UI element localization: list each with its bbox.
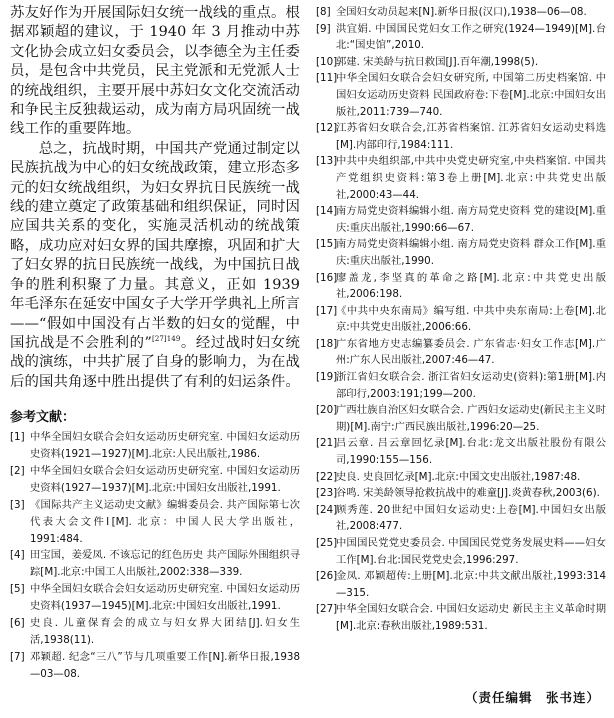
reference-number: [23] [316, 487, 338, 500]
reference-text: 廖盖龙,李坚真的革命之路[M].北京:中共党史出版社,2006:198. [336, 271, 606, 301]
reference-number: [10] [316, 55, 338, 68]
reference-item [316, 435, 606, 468]
reference-text: 浙江省妇女联合会. 浙江省妇女运动史(资料):第1册[M].内部印行,2003:191;199—200. [336, 371, 606, 400]
reference-number: [2] [10, 464, 25, 477]
reference-text: 广东省地方史志编纂委员会. 广东省志·妇女工作志[M].广州:广东人民出版社,2007:46—47. [336, 337, 606, 367]
reference-item [316, 236, 606, 269]
reference-text: 邓颖超. 纪念“三八”节与几项重要工作[N].新华日报,1938—03—08. [30, 650, 300, 680]
reference-text: 《中共中央东南局》编写组. 中共中央东南局:上卷[M].北京:中共党史出版社,2006:66. [336, 304, 606, 334]
reference-item [316, 502, 606, 535]
reference-item [316, 120, 606, 153]
reference-item [316, 70, 606, 120]
reference-number: [12] [316, 122, 338, 135]
reference-item [10, 649, 300, 683]
reference-item [316, 270, 606, 303]
reference-item [316, 153, 606, 203]
reference-text: 广西壮族自治区妇女联合会. 广西妇女运动史(新民主主义时期)[M].南宁:广西民族出版社,1996:20—25. [336, 404, 606, 433]
reference-number: [16] [316, 271, 338, 284]
reference-item [316, 469, 606, 486]
article-body [10, 4, 300, 392]
reference-number: [9] [316, 22, 331, 35]
reference-item [316, 568, 606, 601]
reference-item [316, 203, 606, 236]
reference-text: 中华全国妇女联合会. 中国妇女运动史 新民主主义革命时期[M].北京:春秋出版社,1989:531. [336, 603, 606, 632]
reference-text: 郭建. 宋美龄与抗日救国[J].百年潮,1998(5). [336, 55, 539, 68]
reference-number: [15] [316, 238, 338, 251]
body-paragraph-2 [10, 140, 300, 392]
references-heading: 参考文献： [10, 410, 76, 426]
reference-number: [14] [316, 205, 338, 218]
reference-item [316, 535, 606, 568]
reference-item [316, 4, 606, 21]
reference-text: 顾秀莲. 20世纪中国妇女运动史:上卷[M].中国妇女出版社,2008:477. [336, 503, 606, 533]
reference-text: 中共中央组织部,中共中央党史研究室,中央档案馆. 中国共产党组织史资料:第3卷上册[M].北京:中共党史出版社,2000:43—44. [336, 155, 606, 201]
reference-number: [21] [316, 437, 338, 450]
reference-item [10, 463, 300, 497]
reference-item [10, 615, 300, 649]
reference-number: [27] [316, 603, 338, 616]
reference-text: 田宝国，姜爱凤. 不该忘记的红色历史 共产国际外围组织寻踪[M].北京:中国工人出版社,2002:338—339. [30, 549, 300, 579]
reference-number: [8] [316, 6, 331, 18]
reference-number: [4] [10, 549, 25, 562]
reference-item [316, 402, 606, 435]
reference-number: [3] [10, 498, 25, 511]
reference-number: [25] [316, 537, 338, 549]
left-column [10, 4, 300, 683]
reference-text: 全国妇女动员起来[N].新华日报(汉口),1938—06—08. [336, 6, 587, 18]
reference-text: 《国际共产主义运动史文献》编辑委员会. 共产国际第七次代表大会文件Ⅰ[M]. 北京：中国人民大学出版社，1991:484. [30, 498, 300, 545]
reference-number: [22] [316, 470, 338, 483]
reference-text: 中华全国妇女联合会妇女运动历史研究室. 中国妇女运动历史资料(1937—1945)[M].北京:中国妇女出版社,1991. [30, 583, 300, 613]
reference-text: 中华全国妇女联合会妇女运动历史研究室. 中国妇女运动历史资料(1927—1937)[M].北京:中国妇女出版社,1991. [30, 464, 300, 494]
reference-number: [26] [316, 570, 338, 583]
reference-number: [5] [10, 583, 25, 596]
reference-number: [19] [316, 371, 338, 384]
reference-number: [18] [316, 337, 338, 350]
citation-superscript: [27]149 [151, 335, 181, 344]
reference-item [316, 54, 606, 71]
reference-text: 吕云章. 吕云章回忆录[M].台北:龙文出版社股份有限公司,1990:155—156. [336, 437, 606, 467]
reference-item [10, 497, 300, 548]
reference-text: 南方局党史资料编辑小组. 南方局党史资料 党的建设[M].重庆:重庆出版社,1990:66—67. [336, 205, 606, 234]
reference-text: 中国国民党党史委员会. 中国国民党党务发展史料——妇女工作[M].台北:国民党党史会,1996:297. [336, 537, 606, 566]
reference-item [10, 581, 300, 615]
reference-item [10, 429, 300, 463]
reference-item [316, 369, 606, 402]
reference-text: 谷鸣. 宋美龄领导抢救抗战中的难童[J].炎黄春秋,2003(6). [336, 487, 600, 500]
reference-text: 洪宜娟. 中国国民党妇女工作之研究(1924—1949)[M].台北:“国史馆”,2010. [336, 22, 606, 52]
reference-number: [7] [10, 650, 25, 663]
body-paragraph-1: 苏友好作为开展国际妇女统一战线的重点。根据邓颖超的建议，于 1940 年 3 月推动中苏文化协会成立妇女委员会，以李德全为主任委员，是包含中共党员，民主党派和无党派人士的统战组织，主要开展中苏妇女文化交流活动和争民主反独裁运动，成为南方局巩固统一战线工作的重要阵地。 [10, 5, 300, 138]
reference-text: 江苏省妇女联合会,江苏省档案馆. 江苏省妇女运动史料选[M].内部印行,1984:111. [336, 122, 606, 151]
reference-text: 中华全国妇女联合会妇女运动历史研究室. 中国妇女运动历史资料(1921—1927)[M].北京:人民出版社,1986. [30, 431, 300, 461]
reference-number: [1] [10, 431, 25, 444]
reference-number: [17] [316, 304, 338, 317]
body-paragraph-2-text-b: 。经过战时妇女统战的演练，中共扩展了自身的影响力，为在战后的国共角逐中胜出提供了有利的妇运条件。 [10, 334, 300, 390]
reference-list-left [10, 429, 300, 683]
reference-number: [13] [316, 155, 338, 168]
reference-item [316, 336, 606, 369]
reference-number: [24] [316, 503, 338, 516]
reference-text: 金凤. 邓颖超传:上册[M].北京:中共文献出版社,1993:314—315. [336, 570, 606, 599]
right-column [316, 4, 606, 635]
reference-item [10, 547, 300, 581]
reference-text: 史良. 儿童保育会的成立与妇女界大团结[J].妇女生活,1938(11). [30, 617, 300, 646]
reference-text: 南方局党史资料编辑小组. 南方局党史资料 群众工作[M].重庆:重庆出版社,1990. [336, 238, 606, 267]
body-paragraph-2-text-a: 总之，抗战时期，中国共产党通过制定以民族抗战为中心的妇女统战政策，建立形态多元的妇女统战组织，为妇女界抗日民族统一战线的建立奠定了政策基础和组织保证，同时因应国共关系的变化，实施灵活机动的统战策略，成功应对妇女界的国共摩擦，巩固和扩大了妇女界的抗日民族统一战线，为中国抗日战争的胜利积聚了力量。其意义，正如 1939 年毛泽东在延安中国女子大学开学典礼上所言——“假如中国没有占半数的妇女的觉醒，中国抗战是不会胜利的” [10, 140, 300, 351]
reference-number: [20] [316, 404, 338, 417]
reference-text: 史良. 史良回忆录[M].北京:中国文史出版社,1987:48. [336, 470, 581, 483]
reference-list-right [316, 4, 606, 635]
reference-item [316, 485, 606, 502]
reference-item [316, 303, 606, 336]
reference-number: [11] [316, 72, 338, 85]
reference-item [316, 21, 606, 54]
reference-number: [6] [10, 617, 25, 630]
reference-item [316, 601, 606, 634]
responsible-editor: （责任编辑 张书连） [464, 690, 600, 705]
reference-text: 中华全国妇女联合会妇女研究所, 中国第二历史档案馆. 中国妇女运动历史资料 民国政府卷:下卷[M].北京:中国妇女出版社,2011:739—740. [336, 72, 606, 118]
